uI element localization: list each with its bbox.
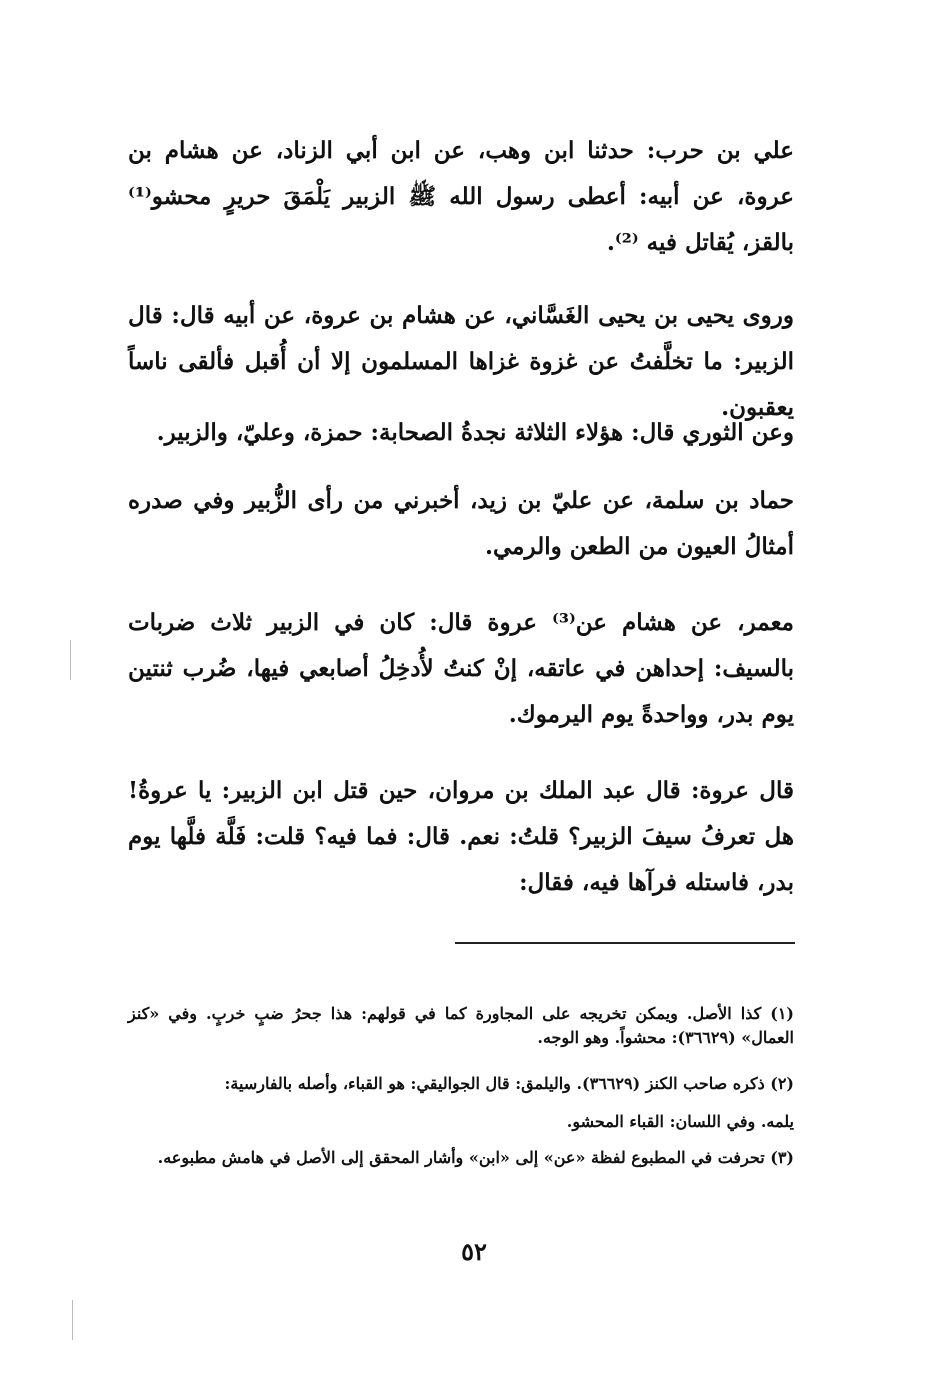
- paragraph-text: قال عروة: قال عبد الملك بن مروان، حين قتل ابن الزبير: يا عروةُ! هل تعرفُ سيفَ الزبير؟ قلتُ: نعم. قال: فما فيه؟ قلت: فَلَّة فلَّها يوم بدر، فاستله فرآها فيه، فقال:: [128, 777, 794, 896]
- page-number: ٥٢: [461, 1237, 487, 1266]
- footnote-text: (١) كذا الأصل. ويمكن تخريجه على المجاورة كما في قولهم: هذا جحرُ ضبٍ خربٍ. وفي «كنز العمال» (٣٦٦٢٩): محشواً. وهو الوجه.: [128, 1004, 794, 1047]
- footnote-2: [128, 1072, 794, 1096]
- paragraph-text: وروى يحيى بن يحيى الغَسَّاني، عن هشام بن عروة، عن أبيه قال: قال الزبير: ما تخلَّفتُ عن غزوة غزاها المسلمون إلا أن أُقبل فألقى ناساً يعقبون.: [128, 302, 794, 421]
- footnote-separator: [455, 942, 795, 944]
- footnote-text: (٢) ذكره صاحب الكنز (٣٦٦٢٩). واليلمق: قال الجواليقي: هو القباء، وأصله بالفارسية:: [224, 1074, 794, 1093]
- footnote-3: [128, 1146, 794, 1170]
- paragraph-5: [128, 600, 794, 738]
- paragraph-text: معمر، عن هشام عن⁽³⁾ عروة قال: كان في الزبير ثلاث ضربات بالسيف: إحداهن في عاتقه، إنْ كنتُ لأُدخِلُ أصابعي فيها، ضُرب ثنتين يوم بدر، وواحدةً يوم اليرموك.: [128, 609, 794, 728]
- footnote-2-continued: [128, 1110, 794, 1134]
- paragraph-4: [128, 478, 794, 570]
- paragraph-text: وعن الثوري قال: هؤلاء الثلاثة نجدةُ الصحابة: حمزة، وعليّ، والزبير.: [156, 419, 794, 446]
- footnote-text: (٣) تحرفت في المطبوع لفظة «عن» إلى «ابن» وأشار المحقق إلى الأصل في هامش مطبوعه.: [157, 1148, 794, 1167]
- paragraph-text: علي بن حرب: حدثنا ابن وهب، عن ابن أبي الزناد، عن هشام بن عروة، عن أبيه: أعطى رسول الله ﷺ الزبير يَلْمَقَ حريرٍ محشو⁽¹⁾ بالقز، يُقاتل فيه ⁽²⁾.: [128, 137, 794, 256]
- paragraph-3: [128, 410, 794, 456]
- paragraph-6: [128, 768, 794, 906]
- paragraph-text: حماد بن سلمة، عن عليّ بن زيد، أخبرني من رأى الزُّبير وفي صدره أمثالُ العيون من الطعن والرمي.: [128, 487, 794, 560]
- footnote-text: يلمه. وفي اللسان: القباء المحشو.: [566, 1112, 794, 1131]
- footnote-1: [128, 1002, 794, 1050]
- margin-mark: [70, 640, 71, 680]
- paragraph-1: [128, 128, 794, 266]
- margin-mark: [72, 1300, 73, 1340]
